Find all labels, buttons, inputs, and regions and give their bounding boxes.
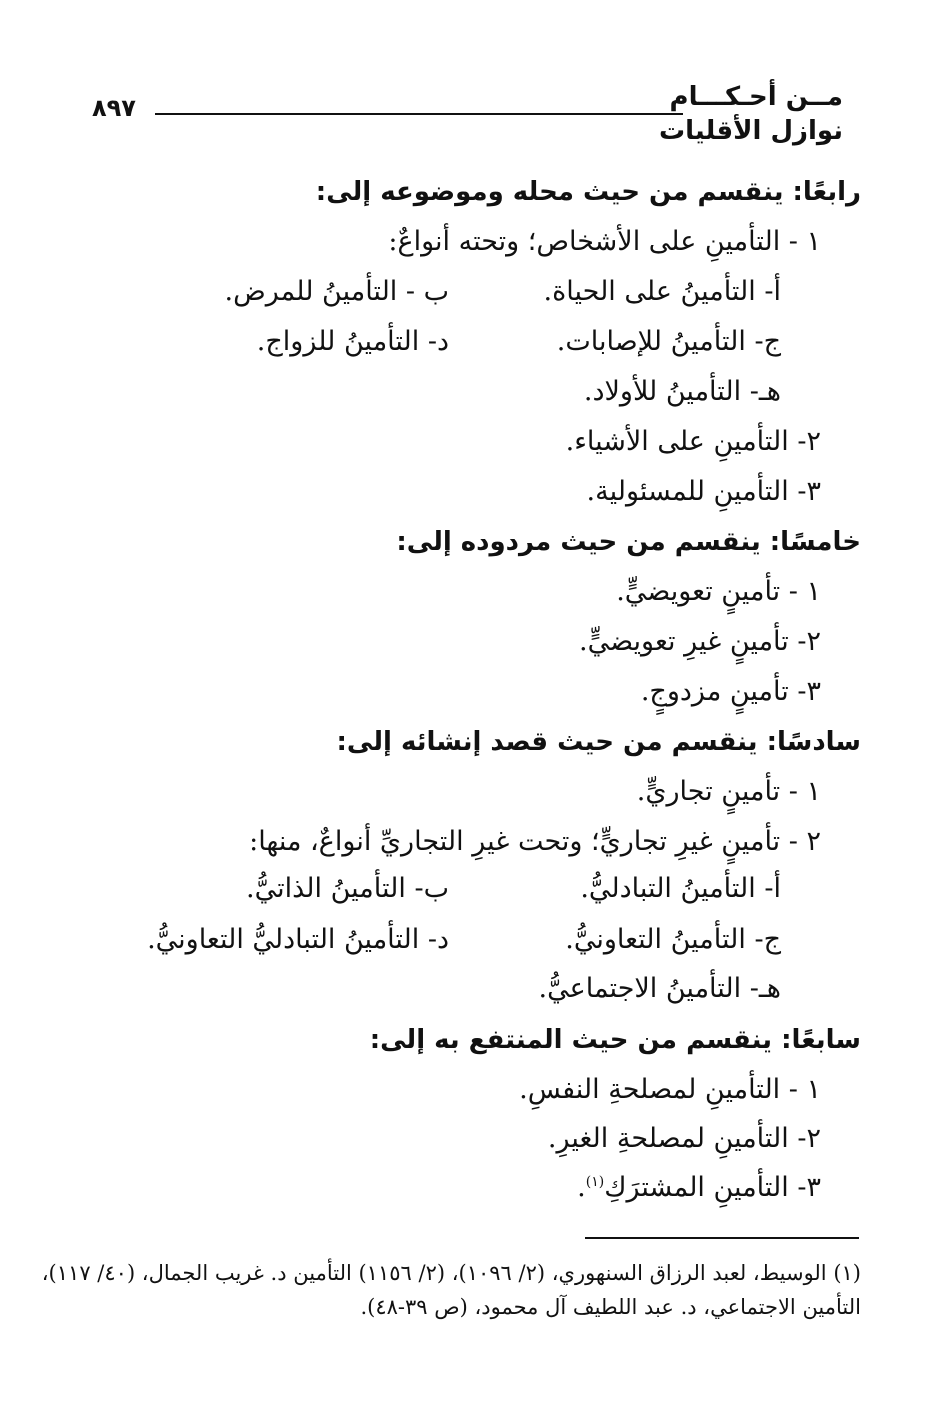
section-heading-5: خامسًا: ينقسم من حيث مردوده إلى: [396, 527, 861, 557]
list-item: ج- التأمينُ للإصابات. [556, 326, 781, 357]
section-heading-4: رابعًا: ينقسم من حيث محله وموضوعه إلى: [315, 177, 861, 207]
list-item: ١ - التأمينِ لمصلحةِ النفسِ. [519, 1074, 821, 1105]
footnote-line: (١) الوسيط، لعبد الرزاق السنهوري، (٢/ ١٠٩٦)، (٢/ ١١٥٦) التأمين د. غريب الجمال، (٤٠/ ١١٧)، [41, 1261, 861, 1285]
footnote-ref[interactable]: (١) [585, 1174, 605, 1190]
section-heading-6: سادسًا: ينقسم من حيث قصد إنشائه إلى: [336, 727, 861, 757]
list-item: ٢- التأمينِ على الأشياء. [565, 426, 821, 457]
book-title-line2: نوازل الأقليات [659, 116, 843, 146]
list-item: أ- التأمينُ التبادليُّ. [580, 873, 781, 904]
list-item: ٣- تأمينٍ مزدوجٍ. [640, 676, 821, 707]
list-item: ٣- التأمينِ للمسئولية. [586, 476, 821, 507]
list-item: ج- التأمينُ التعاونيُّ. [565, 924, 781, 955]
list-item: د- التأمينُ التبادليُّ التعاونيُّ. [147, 924, 449, 955]
header-rule [155, 113, 683, 115]
list-item: د- التأمينُ للزواج. [256, 326, 449, 357]
page-number: ٨٩٧ [92, 94, 136, 122]
list-item [577, 1170, 821, 1206]
list-item: هـ- التأمينُ الاجتماعيُّ. [538, 973, 781, 1004]
list-item: ٢- تأمينٍ غيرِ تعويضيٍّ. [579, 626, 821, 657]
list-item: ١ - تأمينٍ تعويضيٍّ. [616, 576, 821, 607]
list-item: ب - التأمينُ للمرض. [224, 276, 449, 307]
list-item: ٢- التأمينِ لمصلحةِ الغيرِ. [547, 1123, 821, 1154]
list-item: ١ - التأمينِ على الأشخاص؛ وتحته أنواعٌ: [388, 226, 821, 257]
list-item: ١ - تأمينٍ تجاريٍّ. [636, 776, 821, 807]
list-item-text: ٣- التأمينِ المشترَكِ [604, 1172, 821, 1203]
list-item: هـ- التأمينُ للأولاد. [583, 376, 781, 407]
footnote-line: التأمين الاجتماعي، د. عبد اللطيف آل محمود، (ص ٣٩-٤٨). [360, 1295, 861, 1319]
book-title-line1: مــن أحـكـــام [669, 82, 843, 112]
section-heading-7: سابعًا: ينقسم من حيث المنتفع به إلى: [369, 1025, 861, 1055]
footnote-rule [585, 1237, 859, 1239]
list-item-period: . [577, 1172, 586, 1203]
list-item: ٢ - تأمينٍ غيرِ تجاريٍّ؛ وتحت غيرِ التجاريِّ أنواعٌ، منها: [249, 826, 821, 857]
list-item: ب- التأمينُ الذاتيُّ. [246, 873, 449, 904]
list-item: أ- التأمينُ على الحياة. [543, 276, 781, 307]
